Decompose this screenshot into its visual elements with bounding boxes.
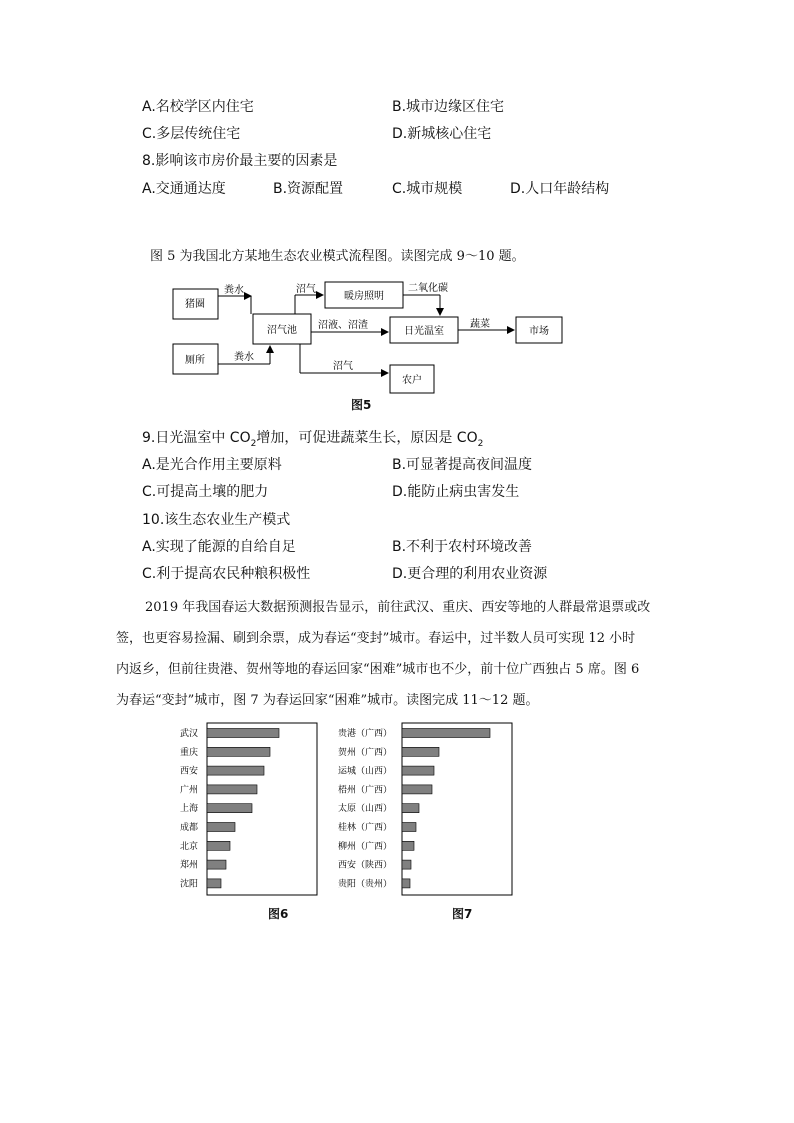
q10-stem: 10.该生态农业生产模式 bbox=[142, 512, 291, 528]
fig7-bar bbox=[402, 823, 416, 832]
q8-option-b: B.资源配置 bbox=[273, 181, 344, 197]
q9-stem-mid: 增加，可促进蔬菜生长，原因是 CO bbox=[256, 430, 478, 446]
fig7-bar bbox=[402, 766, 434, 775]
fig6-tick-label: 沈阳 bbox=[180, 879, 199, 890]
label-biogas-gas-1: 沼气 bbox=[296, 284, 316, 295]
q9-option-d: D.能防止病虫害发生 bbox=[392, 484, 520, 500]
q9-stem-sub: 2 bbox=[250, 438, 257, 449]
fig5-caption: 图5 bbox=[351, 398, 372, 412]
fig7-bar bbox=[402, 804, 419, 813]
q8-stem: 8.影响该市房价最主要的因素是 bbox=[142, 153, 338, 169]
q7-option-c: C.多层传统住宅 bbox=[142, 126, 241, 142]
label-pig: 猪圈 bbox=[185, 299, 205, 310]
fig6-tick-label: 上海 bbox=[180, 804, 199, 815]
label-vegetables: 蔬菜 bbox=[470, 319, 490, 330]
label-market: 市场 bbox=[529, 326, 549, 337]
fig6-bar bbox=[207, 766, 264, 775]
fig6-tick-label: 郑州 bbox=[180, 860, 199, 871]
passage-line-3: 内返乡，但前往贵港、贺州等地的春运回家“困难”城市也不少，前十位广西独占 5 席。图 6 bbox=[116, 662, 640, 677]
fig7-tick-label: 贺州（广西） bbox=[338, 747, 393, 758]
fig7-bar bbox=[402, 729, 490, 738]
q10-option-b: B.不利于农村环境改善 bbox=[392, 539, 533, 555]
fig6-tick-label: 西安 bbox=[180, 766, 199, 777]
fig6-tick-label: 北京 bbox=[180, 841, 199, 852]
fig5-flow-diagram bbox=[160, 276, 580, 396]
q7-option-a: A.名校学区内住宅 bbox=[142, 99, 254, 115]
label-farmer: 农户 bbox=[402, 375, 422, 386]
fig6-tick-label: 武汉 bbox=[180, 729, 199, 739]
fig7-tick-label: 柳州（广西） bbox=[338, 841, 393, 852]
fig6-bar bbox=[207, 804, 252, 813]
fig7-chart bbox=[335, 722, 515, 897]
label-feces-2: 粪水 bbox=[234, 352, 254, 363]
q9-option-c: C.可提高土壤的肥力 bbox=[142, 484, 269, 500]
q9-stem-sub2: 2 bbox=[477, 438, 484, 449]
passage-line-1: 2019 年我国春运大数据预测报告显示，前往武汉、重庆、西安等地的人群最常退票或改 bbox=[145, 600, 651, 615]
q9-option-b: B.可显著提高夜间温度 bbox=[392, 457, 533, 473]
q10-option-d: D.更合理的利用农业资源 bbox=[392, 566, 548, 582]
fig6-bar bbox=[207, 860, 226, 869]
label-biogas-gas-2: 沼气 bbox=[333, 361, 353, 372]
label-slurry: 沼液、沼渣 bbox=[318, 320, 368, 331]
q9-stem bbox=[142, 427, 483, 449]
fig7-tick-label: 贵阳（贵州） bbox=[338, 879, 393, 890]
fig6-chart bbox=[170, 722, 320, 897]
q7-option-b: B.城市边缘区住宅 bbox=[392, 99, 505, 115]
fig6-tick-label: 广州 bbox=[180, 785, 199, 796]
fig6-bar bbox=[207, 823, 235, 832]
fig6-bar bbox=[207, 729, 279, 738]
fig5-intro: 图 5 为我国北方某地生态农业模式流程图。读图完成 9～10 题。 bbox=[150, 249, 525, 264]
q10-option-a: A.实现了能源的自给自足 bbox=[142, 539, 296, 555]
q7-option-d: D.新城核心住宅 bbox=[392, 126, 492, 142]
label-heat: 暖房照明 bbox=[344, 291, 384, 302]
fig7-bar bbox=[402, 785, 432, 794]
fig7-tick-label: 桂林（广西） bbox=[338, 823, 393, 833]
q8-option-a: A.交通通达度 bbox=[142, 181, 226, 197]
fig7-bar bbox=[402, 860, 411, 869]
fig6-bar bbox=[207, 841, 230, 850]
label-greenhouse: 日光温室 bbox=[404, 326, 444, 337]
q9-option-a: A.是光合作用主要原料 bbox=[142, 457, 282, 473]
fig6-tick-label: 成都 bbox=[180, 823, 199, 833]
q8-option-c: C.城市规模 bbox=[392, 181, 463, 197]
fig7-tick-label: 贵港（广西） bbox=[338, 729, 393, 739]
fig7-tick-label: 西安（陕西） bbox=[338, 860, 393, 871]
label-co2: 二氧化碳 bbox=[408, 283, 448, 294]
fig6-bar bbox=[207, 785, 257, 794]
passage-line-2: 签，也更容易捡漏、刷到余票，成为春运“变封”城市。春运中，过半数人员可实现 12 小时 bbox=[116, 631, 636, 646]
fig7-bar bbox=[402, 879, 410, 888]
q8-option-d: D.人口年龄结构 bbox=[510, 181, 610, 197]
fig6-tick-label: 重庆 bbox=[180, 747, 199, 758]
fig6-bar bbox=[207, 747, 270, 756]
fig7-tick-label: 太原（山西） bbox=[338, 804, 393, 815]
fig6-bar bbox=[207, 879, 221, 888]
fig7-tick-label: 运城（山西） bbox=[338, 766, 393, 777]
fig6-caption: 图6 bbox=[268, 907, 289, 921]
fig7-bar bbox=[402, 747, 439, 756]
label-feces-1: 粪水 bbox=[224, 285, 244, 296]
q10-option-c: C.利于提高农民种粮积极性 bbox=[142, 566, 311, 582]
fig7-bar bbox=[402, 841, 414, 850]
fig7-caption: 图7 bbox=[452, 907, 473, 921]
fig7-tick-label: 梧州（广西） bbox=[338, 785, 393, 796]
label-toilet: 厕所 bbox=[185, 355, 205, 366]
q9-stem-pre: 9.日光温室中 CO bbox=[142, 430, 251, 446]
passage-line-4: 为春运“变封”城市，图 7 为春运回家“困难”城市。读图完成 11～12 题。 bbox=[116, 693, 539, 708]
label-biogas: 沼气池 bbox=[267, 325, 297, 336]
